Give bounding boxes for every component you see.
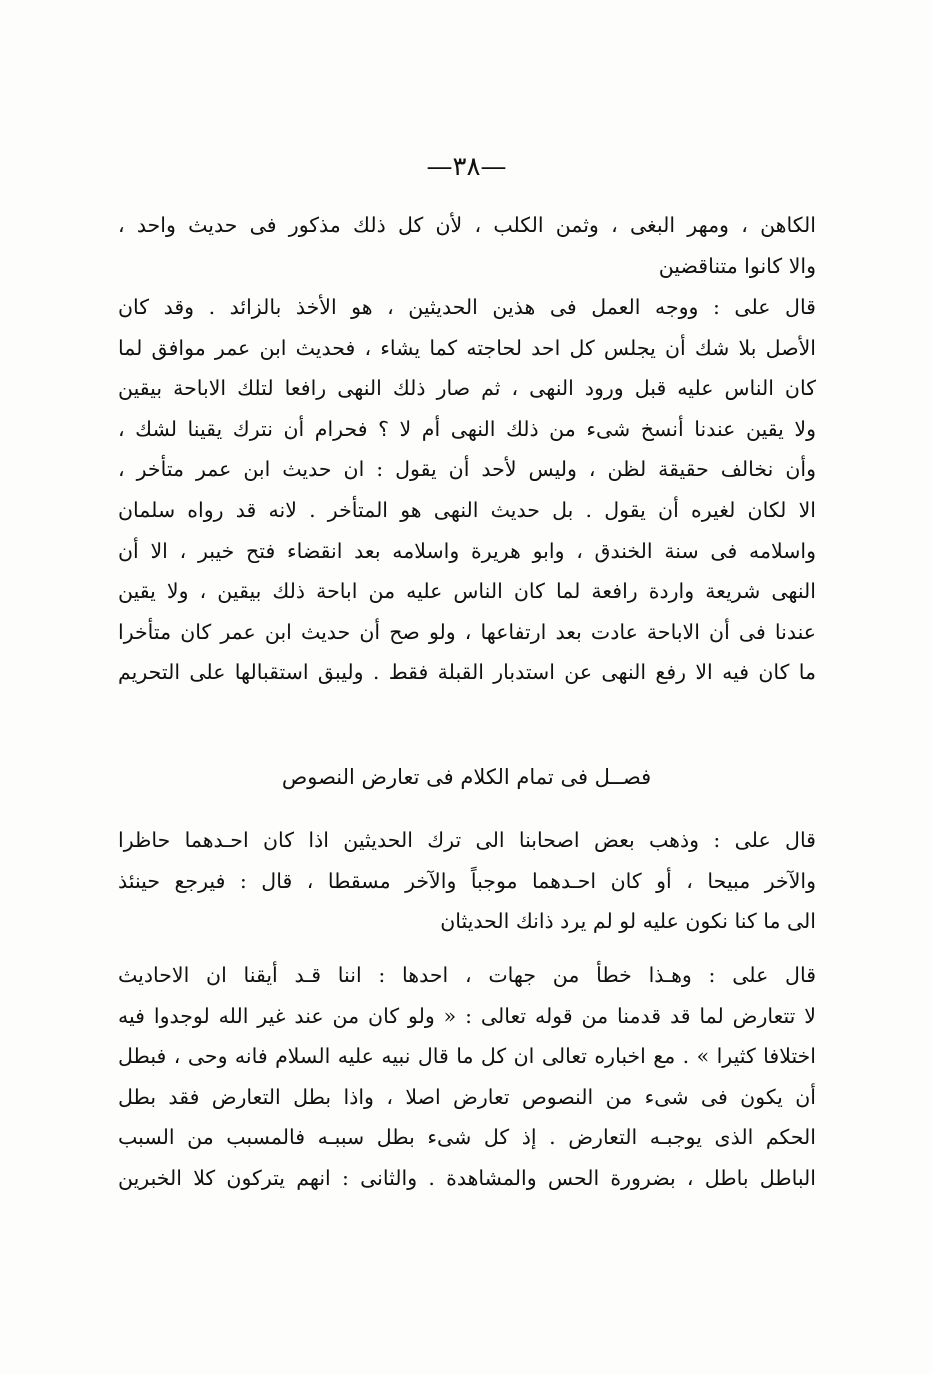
text-line: الى ما كنا نكون عليه لو لم يرد ذانك الحديثان [440, 909, 816, 934]
text-line: الأصل بلا شك أن يجلس كل احد لحاجته كما يشاء ، فحديث ابن عمر موافق لما [118, 335, 816, 360]
paragraph-3 [118, 820, 816, 942]
text-line: ولا يقين عندنا أنسخ شىء من ذلك النهى أم لا ؟ فحرام أن نترك يقينا لشك ، [118, 416, 816, 441]
text-line: الباطل باطل ، بضرورة الحس والمشاهدة . والثانى : انهم يتركون كلا الخبرين [118, 1165, 816, 1190]
text-line: اختلافا كثيرا » . مع اخباره تعالى ان كل ما قال نبيه عليه السلام فانه وحى ، فبطل [118, 1044, 816, 1069]
paragraph-2 [118, 287, 816, 693]
text-line: واسلامه فى سنة الخندق ، وابو هريرة واسلامه بعد انقضاء فتح خيبر ، الا أن [118, 538, 816, 563]
text-line: ما كان فيه الا رفع النهى عن استدبار القبلة فقط . وليبق استقبالها على التحريم [118, 660, 816, 685]
page-number: —٣٨— [426, 152, 507, 182]
text-line: كان الناس عليه قبل ورود النهى ، ثم صار ذلك النهى رافعا لتلك الاباحة بيقين [118, 376, 816, 401]
text-line: قال على : ووجه العمل فى هذين الحديثين ، هو الأخذ بالزائد . وقد كان [118, 295, 816, 319]
text-line: الا لكان لغيره أن يقول . بل حديث النهى هو المتأخر . لانه قد رواه سلمان [118, 497, 816, 522]
text-line: النهى شريعة واردة رافعة لما كان الناس عليه من اباحة ذلك بيقين ، ولا يقين [118, 579, 816, 604]
text-line: قال على : وذهب بعض اصحابنا الى ترك الحديثين اذا كان احـدهما حاظرا [118, 828, 816, 852]
text-line: أن يكون فى شىء من النصوص تعارض اصلا ، واذا بطل التعارض فقد بطل [118, 1084, 816, 1109]
paragraph-4 [118, 955, 816, 1199]
text-line: قال على : وهـذا خطأ من جهات ، احدها : اننا قـد أيقنا ان الاحاديث [118, 963, 816, 987]
paragraph-1 [118, 205, 816, 286]
text-line: لا تتعارض لما قد قدمنا من قوله تعالى : « ولو كان من عند غير الله لوجدوا فيه [118, 1003, 816, 1028]
text-line: والآخر مبيحا ، أو كان احـدهما موجباً والآخر مسقطا ، قال : فيرجع حينئذ [118, 868, 816, 893]
text-line: الحكم الذى يوجبـه التعارض . إذ كل شىء بطل سببـه فالمسبب من السبب [118, 1125, 816, 1150]
section-heading: فصــل فى تمام الكلام فى تعارض النصوص [281, 765, 652, 789]
text-line: عندنا فى أن الاباحة عادت بعد ارتفاعها ، ولو صح أن حديث ابن عمر كان متأخرا [118, 619, 816, 644]
text-line: الكاهن ، ومهر البغى ، وثمن الكلب ، لأن كل ذلك مذكور فى حديث واحد ، [118, 213, 816, 237]
text-line: وأن نخالف حقيقة لظن ، وليس لأحد أن يقول : ان حديث ابن عمر متأخر ، [118, 457, 816, 482]
text-line: والا كانوا متناقضين [658, 253, 816, 278]
